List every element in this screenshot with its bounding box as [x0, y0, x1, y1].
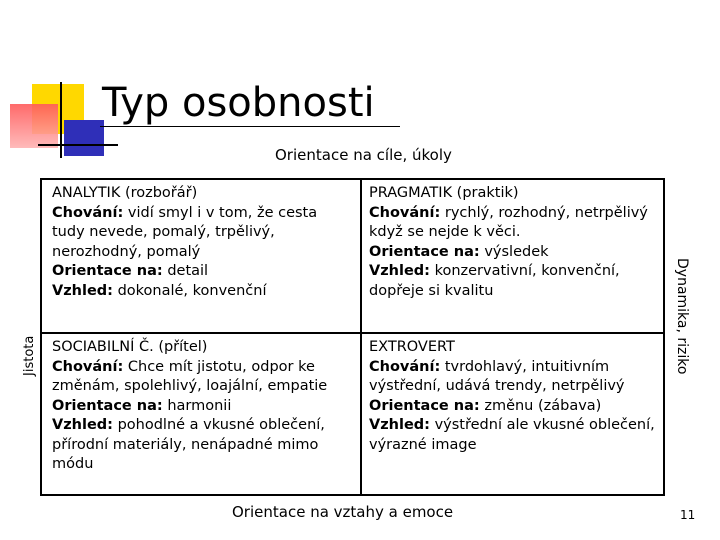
quadrant-title: EXTROVERT	[369, 339, 455, 355]
behavior-label: Chování:	[369, 204, 441, 221]
left-axis-label: Jistota	[22, 335, 37, 376]
quadrant-title: SOCIABILNÍ Č. (přítel)	[52, 339, 208, 355]
decor-blue-square	[64, 120, 104, 156]
quadrant-title: ANALYTIK (rozbořář)	[52, 185, 198, 201]
look-text: pohodlné a vkusné oblečení, přírodní materiály, nenápadné mimo módu	[52, 417, 325, 472]
behavior-text: vidí smyl i v tom, že cesta tudy nevede, pomalý, trpělivý, nerozhodný, pomalý	[52, 204, 318, 260]
orientation-line	[52, 397, 352, 417]
look-line	[52, 416, 352, 475]
quadrant-analytik	[52, 184, 352, 301]
grid-vertical-divider	[360, 180, 362, 494]
orientation-text: změnu (zábava)	[479, 397, 602, 414]
behavior-line	[369, 204, 659, 243]
personality-grid	[40, 178, 665, 496]
look-label: Vzhled:	[369, 263, 430, 279]
look-text: výstřední ale vkusné oblečení, výrazné image	[369, 417, 655, 453]
look-label: Vzhled:	[52, 417, 113, 433]
look-line	[52, 282, 352, 302]
behavior-line	[52, 204, 352, 263]
behavior-text: tvrdohlavý, intuitivním výstřední, udává trendy, netrpělivý	[369, 358, 625, 394]
orientation-text: harmonii	[162, 397, 232, 414]
behavior-label: Chování:	[52, 358, 124, 375]
look-label: Vzhled:	[52, 282, 113, 299]
decor-vertical-line	[60, 82, 62, 158]
behavior-text: Chce mít jistotu, odpor ke změnám, spolehlivý, loajální, empatie	[52, 358, 328, 394]
quadrant-pragmatik	[369, 184, 659, 301]
right-axis-label: Dynamika, riziko	[674, 258, 690, 375]
behavior-line	[369, 358, 659, 397]
title-underline	[100, 126, 400, 127]
decor-horizontal-line	[38, 144, 118, 146]
behavior-line	[52, 358, 352, 397]
grid-horizontal-divider	[42, 332, 663, 334]
orientation-text: výsledek	[479, 243, 549, 260]
top-axis-label: Orientace na cíle, úkoly	[275, 146, 452, 164]
orientation-line	[52, 262, 352, 282]
orientation-label: Orientace na:	[369, 397, 480, 414]
orientation-label: Orientace na:	[52, 397, 163, 414]
behavior-text: rychlý, rozhodný, netrpělivý když se nejde k věci.	[369, 204, 648, 240]
look-text: konzervativní, konvenční, dopřeje si kvalitu	[369, 263, 620, 299]
quadrant-extrovert	[369, 338, 659, 455]
quadrant-title: PRAGMATIK (praktik)	[369, 185, 519, 201]
behavior-label: Chování:	[369, 358, 441, 375]
quadrant-sociabilni	[52, 338, 352, 475]
orientation-label: Orientace na:	[52, 263, 163, 279]
look-label: Vzhled:	[369, 417, 430, 433]
decor-red-square	[10, 104, 58, 148]
slide-title: Typ osobnosti	[102, 80, 375, 126]
page-number: 11	[680, 508, 696, 522]
orientation-line	[369, 397, 659, 417]
behavior-label: Chování:	[52, 204, 124, 221]
look-text: dokonalé, konvenční	[112, 282, 267, 299]
look-line	[369, 262, 659, 301]
look-line	[369, 416, 659, 455]
orientation-label: Orientace na:	[369, 243, 480, 260]
bottom-axis-label: Orientace na vztahy a emoce	[232, 503, 454, 521]
orientation-text: detail	[162, 263, 209, 279]
orientation-line	[369, 243, 659, 263]
